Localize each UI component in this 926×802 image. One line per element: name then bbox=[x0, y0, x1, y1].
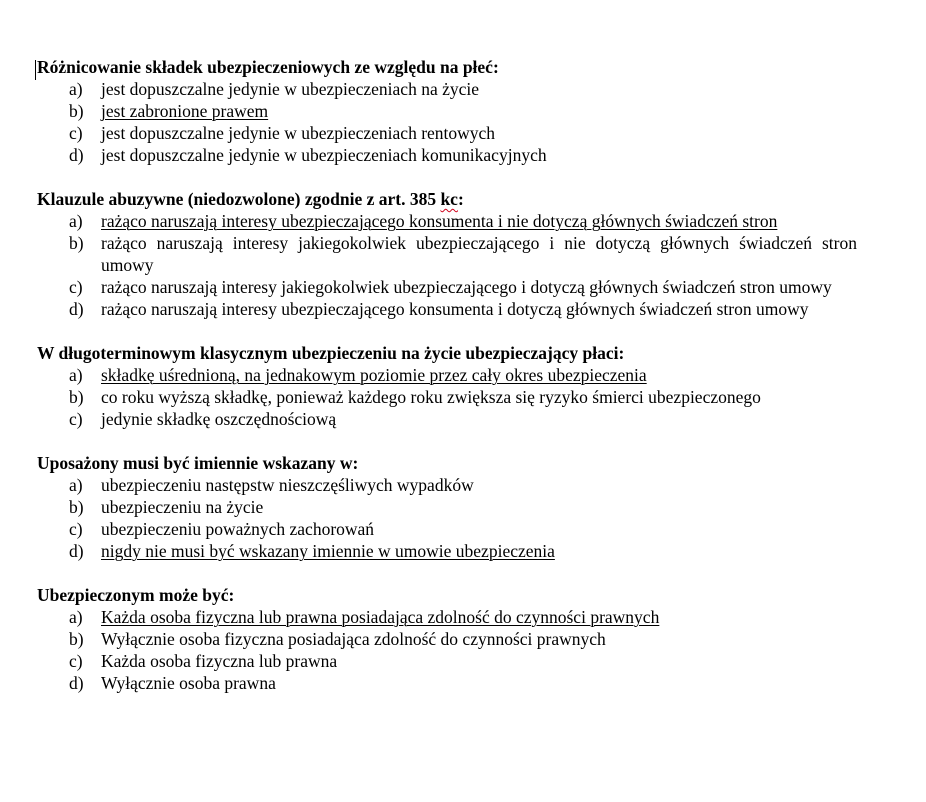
answer-text-correct: składkę uśrednioną, na jednakowym poziomie przez cały okres ubezpieczenia bbox=[101, 365, 647, 385]
answer-text: jest dopuszczalne jedynie w ubezpieczeniach na życie bbox=[101, 79, 480, 99]
answer-text: jedynie składkę oszczędnościową bbox=[101, 409, 337, 429]
answer-item bbox=[37, 144, 857, 166]
answer-letter: c) bbox=[69, 409, 83, 429]
answer-item bbox=[37, 628, 857, 650]
document-page[interactable] bbox=[37, 56, 857, 716]
answer-letter: c) bbox=[69, 519, 83, 539]
answer-text: rażąco naruszają interesy jakiegokolwiek ubezpieczającego i nie dotyczą głównych świadczeń stron umowy bbox=[101, 233, 857, 275]
answer-item-correct bbox=[37, 364, 857, 386]
answer-text: ubezpieczeniu następstw nieszczęśliwych wypadków bbox=[101, 475, 474, 495]
answer-text-correct: rażąco naruszają interesy ubezpieczającego konsumenta i nie dotyczą głównych świadczeń stron bbox=[101, 211, 778, 231]
answer-item-correct bbox=[37, 100, 857, 122]
answer-letter: b) bbox=[69, 101, 84, 121]
answer-text: rażąco naruszają interesy ubezpieczającego konsumenta i dotyczą głównych świadczeń stron umowy bbox=[101, 299, 809, 319]
answer-letter: b) bbox=[69, 629, 84, 649]
answer-letter: b) bbox=[69, 233, 84, 253]
answer-item-correct bbox=[37, 606, 857, 628]
answer-text: jest dopuszczalne jedynie w ubezpieczeniach rentowych bbox=[101, 123, 496, 143]
answer-letter: c) bbox=[69, 123, 83, 143]
answer-letter: a) bbox=[69, 475, 83, 495]
answer-list bbox=[37, 606, 857, 694]
answer-item bbox=[37, 386, 857, 408]
answer-item bbox=[37, 496, 857, 518]
answer-item bbox=[37, 518, 857, 540]
answer-item bbox=[37, 672, 857, 694]
question-1 bbox=[37, 56, 857, 166]
answer-item bbox=[37, 650, 857, 672]
answer-text: rażąco naruszają interesy jakiegokolwiek ubezpieczającego i dotyczą głównych świadczeń stron umowy bbox=[101, 277, 832, 297]
question-title: Różnicowanie składek ubezpieczeniowych ze względu na płeć: bbox=[37, 57, 499, 77]
answer-list bbox=[37, 78, 857, 166]
answer-text: Wyłącznie osoba fizyczna posiadająca zdolność do czynności prawnych bbox=[101, 629, 606, 649]
answer-letter: d) bbox=[69, 299, 84, 319]
question-3 bbox=[37, 342, 857, 430]
answer-text: Każda osoba fizyczna lub prawna bbox=[101, 651, 338, 671]
answer-letter: c) bbox=[69, 651, 83, 671]
answer-item-correct bbox=[37, 540, 857, 562]
answer-item bbox=[37, 474, 857, 496]
answer-letter: a) bbox=[69, 607, 83, 627]
question-5 bbox=[37, 584, 857, 694]
question-title: Uposażony musi być imiennie wskazany w: bbox=[37, 453, 359, 473]
answer-letter: a) bbox=[69, 211, 83, 231]
question-4 bbox=[37, 452, 857, 562]
answer-letter: c) bbox=[69, 277, 83, 297]
answer-letter: b) bbox=[69, 497, 84, 517]
answer-text-correct: Każda osoba fizyczna lub prawna posiadająca zdolność do czynności prawnych bbox=[101, 607, 660, 627]
text-cursor bbox=[35, 60, 36, 80]
question-title bbox=[37, 188, 857, 210]
answer-list bbox=[37, 364, 857, 430]
answer-item bbox=[37, 232, 857, 276]
answer-letter: a) bbox=[69, 79, 83, 99]
answer-text-correct: nigdy nie musi być wskazany imiennie w umowie ubezpieczenia bbox=[101, 541, 555, 561]
answer-item bbox=[37, 122, 857, 144]
answer-letter: a) bbox=[69, 365, 83, 385]
answer-list bbox=[37, 474, 857, 562]
answer-letter: d) bbox=[69, 673, 84, 693]
answer-text: ubezpieczeniu na życie bbox=[101, 497, 264, 517]
answer-list bbox=[37, 210, 857, 320]
answer-item bbox=[37, 276, 857, 298]
answer-text: ubezpieczeniu poważnych zachorowań bbox=[101, 519, 375, 539]
answer-item bbox=[37, 298, 857, 320]
question-title-end: : bbox=[457, 189, 464, 209]
answer-letter: b) bbox=[69, 387, 84, 407]
spellcheck-flagged-word[interactable]: kc bbox=[440, 189, 458, 209]
answer-item-correct bbox=[37, 210, 857, 232]
question-title: W długoterminowym klasycznym ubezpieczeniu na życie ubezpieczający płaci: bbox=[37, 343, 625, 363]
question-title: Ubezpieczonym może być: bbox=[37, 585, 235, 605]
answer-text: co roku wyższą składkę, ponieważ każdego roku zwiększa się ryzyko śmierci ubezpieczonego bbox=[101, 387, 761, 407]
answer-text: jest dopuszczalne jedynie w ubezpieczeniach komunikacyjnych bbox=[101, 145, 547, 165]
answer-letter: d) bbox=[69, 541, 84, 561]
answer-text-correct: jest zabronione prawem bbox=[101, 101, 269, 121]
answer-item bbox=[37, 78, 857, 100]
question-title-main: Klauzule abuzywne (niedozwolone) zgodnie z art. 385 bbox=[37, 189, 441, 209]
answer-item bbox=[37, 408, 857, 430]
answer-text: Wyłącznie osoba prawna bbox=[101, 673, 276, 693]
question-2 bbox=[37, 188, 857, 320]
answer-letter: d) bbox=[69, 145, 84, 165]
